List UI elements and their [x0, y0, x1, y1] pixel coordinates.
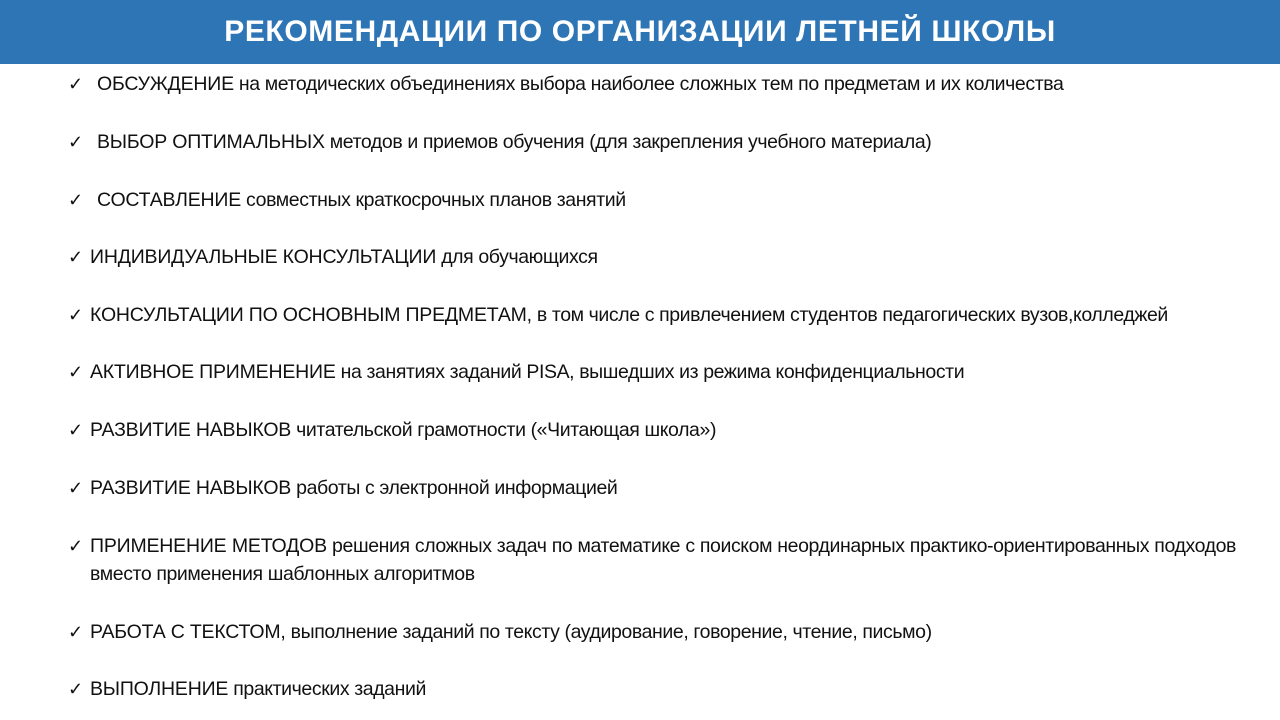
list-item-rest: на занятиях заданий PISA, вышедших из режима конфиденциальности: [335, 361, 965, 383]
checkmark-icon: ✓: [68, 190, 84, 210]
list-item-text: [90, 243, 1236, 271]
list-item-lead: ВЫПОЛНЕНИЕ: [90, 678, 229, 700]
checkmark-icon: ✓: [68, 362, 84, 382]
checkmark-icon: ✓: [68, 132, 84, 152]
list-item-lead: РАЗВИТИЕ НАВЫКОВ: [90, 419, 292, 441]
list-item-rest: читательской грамотности («Читающая школа»): [291, 419, 717, 441]
list-item-text: [90, 618, 1236, 646]
checkmark-icon: ✓: [68, 74, 84, 94]
list-item-lead: ПРИМЕНЕНИЕ МЕТОДОВ: [90, 535, 327, 557]
list-item: [68, 70, 1236, 98]
checkmark-icon: ✓: [68, 478, 84, 498]
list-item-lead: ИНДИВИДУАЛЬНЫЕ КОНСУЛЬТАЦИИ: [90, 246, 437, 268]
list-item-text: [90, 474, 1236, 502]
list-item: [68, 243, 1236, 271]
list-item-rest: решения сложных задач по математике с поиском неординарных практико-ориентированных подходов вместо применения шаблонных алгоритмов: [90, 535, 1236, 585]
list-item-rest: для обучающихся: [436, 246, 598, 268]
list-item: [68, 358, 1236, 386]
title-bar: [0, 0, 1280, 64]
list-item-rest: в том числе с привлечением студентов педагогических вузов,колледжей: [531, 304, 1168, 326]
list-item-rest: совместных краткосрочных планов занятий: [241, 189, 626, 211]
list-item-text: [90, 358, 1236, 386]
list-item: [68, 675, 1236, 703]
checkmark-icon: ✓: [68, 247, 84, 267]
list-item-text: [90, 301, 1236, 329]
checkmark-icon: ✓: [68, 679, 84, 699]
list-item: [68, 301, 1236, 329]
list-item-lead: ОБСУЖДЕНИЕ: [97, 73, 234, 95]
list-item-text: [97, 70, 1236, 98]
list-item-rest: на методических объединениях выбора наиболее сложных тем по предметам и их количества: [233, 73, 1064, 95]
list-item-lead: КОНСУЛЬТАЦИИ ПО ОСНОВНЫМ ПРЕДМЕТАМ,: [90, 304, 532, 326]
checkmark-icon: ✓: [68, 420, 84, 440]
list-item: [68, 474, 1236, 502]
checkmark-icon: ✓: [68, 536, 84, 556]
checkmark-icon: ✓: [68, 305, 84, 325]
list-item: [68, 416, 1236, 444]
list-item-rest: работы с электронной информацией: [291, 477, 618, 499]
list-item-text: [90, 416, 1236, 444]
list-item: [68, 618, 1236, 646]
slide-title: РЕКОМЕНДАЦИИ ПО ОРГАНИЗАЦИИ ЛЕТНЕЙ ШКОЛЫ: [224, 15, 1056, 48]
list-item-text: [90, 532, 1236, 588]
checkmark-icon: ✓: [68, 622, 84, 642]
list-item-rest: методов и приемов обучения (для закрепления учебного материала): [324, 131, 932, 153]
list-item-lead: СОСТАВЛЕНИЕ: [97, 189, 242, 211]
list-item: [68, 128, 1236, 156]
list-item-lead: ВЫБОР ОПТИМАЛЬНЫХ: [97, 131, 325, 153]
list-item-lead: РАЗВИТИЕ НАВЫКОВ: [90, 477, 292, 499]
list-item: [68, 532, 1236, 588]
list-item-lead: РАБОТА С ТЕКСТОМ,: [90, 621, 286, 643]
list-item-lead: АКТИВНОЕ ПРИМЕНЕНИЕ: [90, 361, 336, 383]
list-item: [68, 186, 1236, 214]
list-item-rest: практических заданий: [228, 678, 426, 700]
list-item-text: [97, 128, 1236, 156]
list-item-text: [97, 186, 1236, 214]
list-item-rest: выполнение заданий по тексту (аудирование, говорение, чтение, письмо): [285, 621, 932, 643]
list-item-text: [90, 675, 1236, 703]
